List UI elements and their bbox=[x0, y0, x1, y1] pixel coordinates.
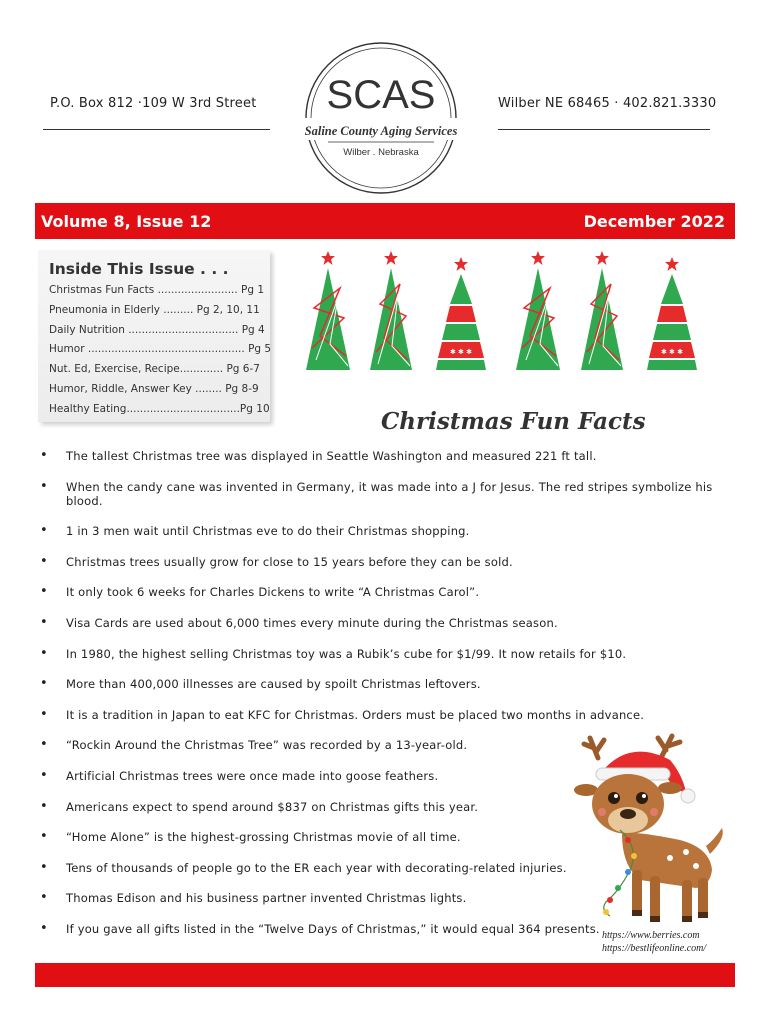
list-item: • The tallest Christmas tree was displayed in Seattle Washington and measured 221 ft tall. bbox=[40, 449, 720, 463]
list-item: • When the candy cane was invented in Germany, it was made into a J for Jesus. The red stripes symbolize his blood. bbox=[40, 480, 720, 508]
christmas-tree-icon bbox=[306, 251, 350, 370]
credit-link[interactable]: https://www.berries.com bbox=[602, 930, 700, 941]
christmas-tree-icon bbox=[516, 251, 560, 370]
article-title: Christmas Fun Facts bbox=[381, 408, 646, 435]
issue-date: December 2022 bbox=[583, 211, 725, 231]
list-item: • In 1980, the highest selling Christmas toy was a Rubik’s cube for $1/99. It now retails for $10. bbox=[40, 647, 720, 661]
image-credits bbox=[602, 929, 706, 955]
list-item: • If you gave all gifts listed in the “Twelve Days of Christmas,” it would equal 364 presents. bbox=[40, 922, 626, 936]
toc-item: Healthy Eating..................................Pg 10 bbox=[49, 402, 270, 415]
christmas-tree-icon bbox=[647, 257, 697, 370]
toc-item: Daily Nutrition ................................. Pg 4 bbox=[49, 323, 265, 336]
list-item: • Thomas Edison and his business partner invented Christmas lights. bbox=[40, 891, 586, 905]
address-right: Wilber NE 68465 · 402.821.3330 bbox=[498, 96, 717, 111]
issue-bar bbox=[35, 203, 735, 239]
toc-item: Humor ............................................... Pg 5 bbox=[49, 343, 272, 356]
toc-item: Nut. Ed, Exercise, Recipe............. Pg 6-7 bbox=[49, 363, 260, 376]
christmas-trees-illustration bbox=[300, 248, 710, 374]
logo-place: Wilber . Nebraska bbox=[343, 147, 419, 158]
list-item: • Tens of thousands of people go to the ER each year with decorating-related injuries. bbox=[40, 861, 586, 875]
divider-left bbox=[43, 129, 270, 130]
christmas-tree-icon bbox=[436, 257, 486, 370]
list-item: • “Home Alone” is the highest-grossing Christmas movie of all time. bbox=[40, 830, 586, 844]
svg-text:✱ ✱ ✱: ✱ ✱ ✱ bbox=[449, 348, 473, 356]
inside-this-issue-box bbox=[38, 250, 270, 422]
logo-acronym: SCAS bbox=[326, 73, 436, 117]
list-item: • Visa Cards are used about 6,000 times every minute during the Christmas season. bbox=[40, 616, 720, 630]
list-item: • 1 in 3 men wait until Christmas eve to do their Christmas shopping. bbox=[40, 524, 720, 538]
list-item: • Americans expect to spend around $837 on Christmas gifts this year. bbox=[40, 800, 586, 814]
toc-item: Humor, Riddle, Answer Key ........ Pg 8-9 bbox=[49, 382, 259, 395]
list-item: • “Rockin Around the Christmas Tree” was recorded by a 13-year-old. bbox=[40, 738, 586, 752]
scas-logo bbox=[290, 38, 472, 198]
list-item: • It is a tradition in Japan to eat KFC for Christmas. Orders must be placed two months in advance. bbox=[40, 708, 720, 722]
list-item: • Christmas trees usually grow for close to 15 years before they can be sold. bbox=[40, 555, 720, 569]
toc-title: Inside This Issue . . . bbox=[49, 260, 229, 278]
logo-name: Saline County Aging Services bbox=[304, 124, 458, 138]
reindeer-illustration bbox=[570, 730, 735, 930]
credit-link[interactable]: https://bestlifeonline.com/ bbox=[602, 943, 707, 954]
list-item: • More than 400,000 illnesses are caused by spoilt Christmas leftovers. bbox=[40, 677, 720, 691]
christmas-tree-icon bbox=[581, 251, 623, 370]
christmas-tree-icon bbox=[370, 251, 412, 370]
divider-right bbox=[498, 129, 710, 130]
toc-item: Christmas Fun Facts ........................ Pg 1 bbox=[49, 284, 265, 296]
footer-bar bbox=[35, 963, 735, 987]
toc-item: Pneumonia in Elderly ......... Pg 2, 10, 11 bbox=[49, 303, 260, 316]
address-left: P.O. Box 812 ·109 W 3rd Street bbox=[50, 96, 257, 111]
svg-text:✱ ✱ ✱: ✱ ✱ ✱ bbox=[660, 348, 684, 356]
volume-issue: Volume 8, Issue 12 bbox=[41, 211, 212, 231]
list-item: • Artificial Christmas trees were once made into goose feathers. bbox=[40, 769, 586, 783]
list-item: • It only took 6 weeks for Charles Dickens to write “A Christmas Carol”. bbox=[40, 585, 720, 599]
